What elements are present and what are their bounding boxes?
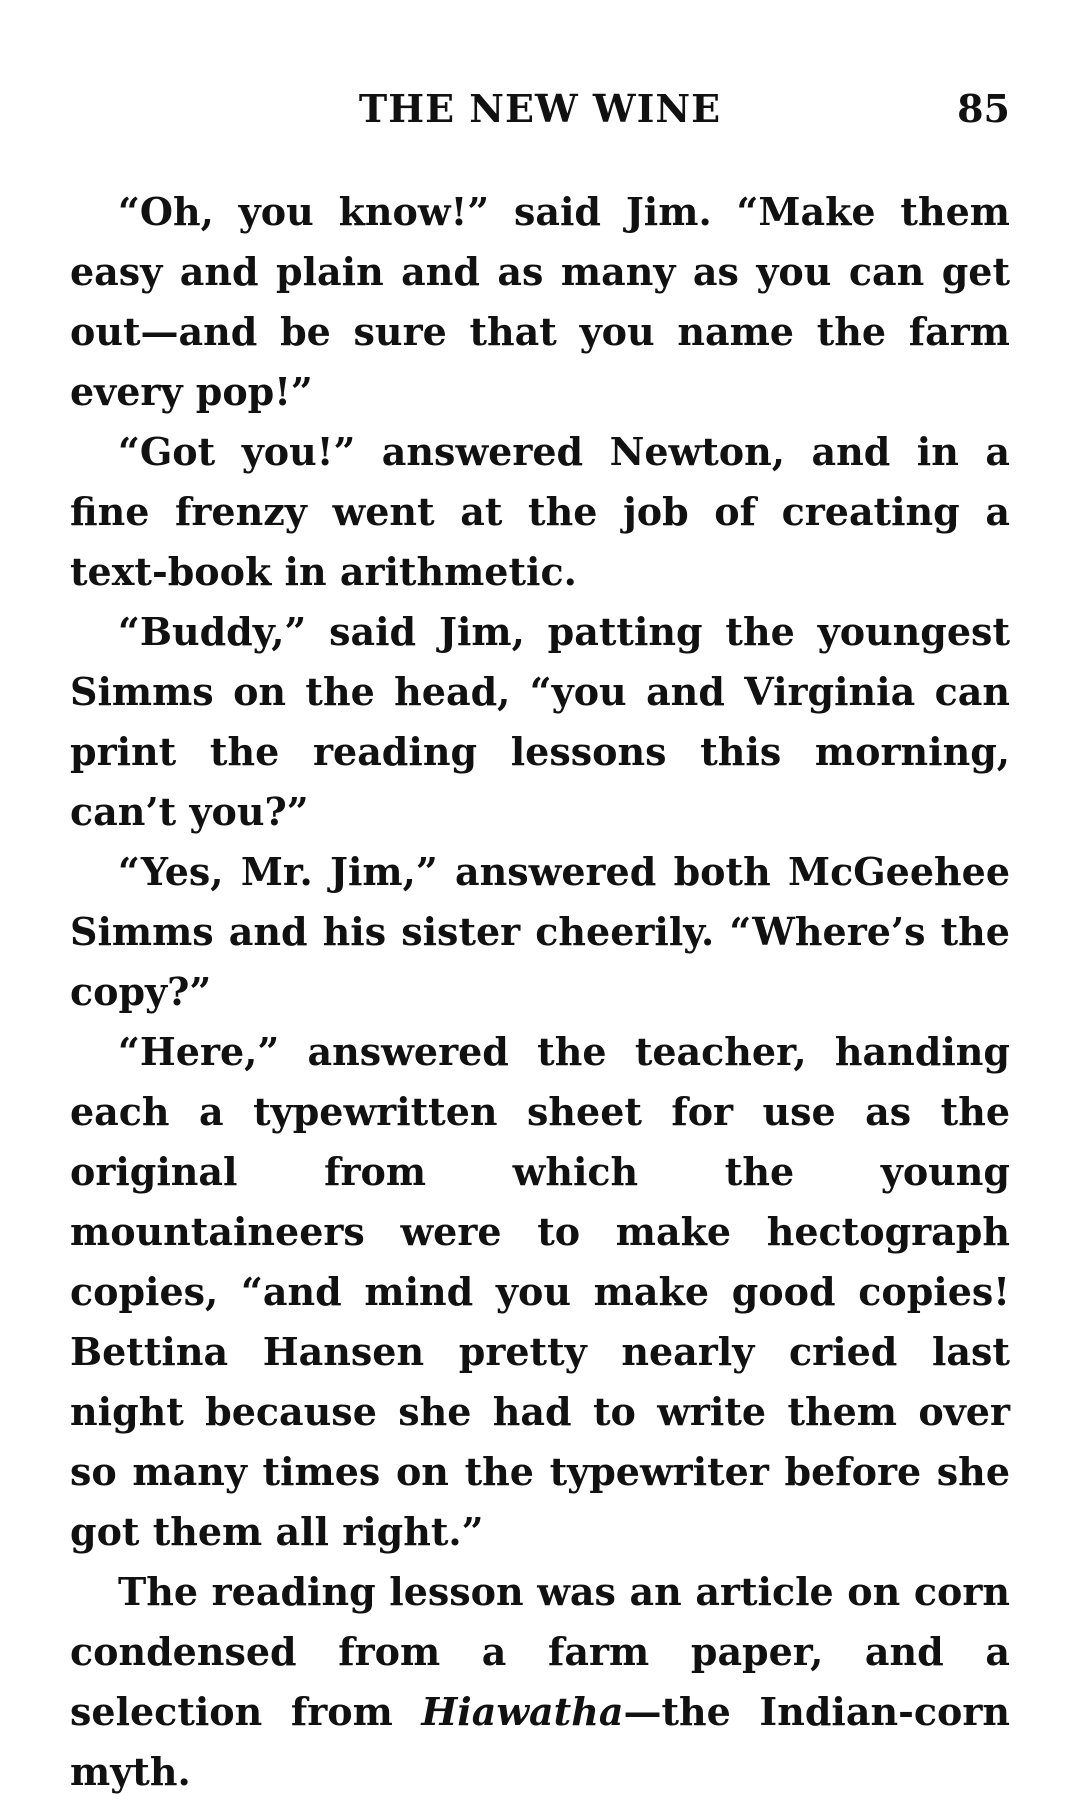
paragraph: “Here,” answered the teacher, handing each a typewritten sheet for use as the original from which the young mountaineers were to make hectograph copies, “and mind you make good copies! Bettina Hansen pretty nearly cried last night because she had to write them over so many times on the typewriter before she got them all right.” [70,1029,1010,1554]
paragraph-text-before: The reading lesson was an article on corn condensed from a farm paper, and a selection from [70,1569,1010,1734]
paragraph: “Oh, you know!” said Jim. “Make them easy and plain and as many as you can get out—and be sure that you name the farm every pop!” [70,189,1010,414]
paragraph-text-after: —the Indian-corn myth. [70,1689,1010,1794]
paragraph: “Got you!” answered Newton, and in a fine frenzy went at the job of creating a text-book in arithmetic. [70,429,1010,594]
paragraph-last [70,1562,1010,1802]
page-number: 85 [957,86,1010,131]
paragraph: “Yes, Mr. Jim,” answered both McGeehee Simms and his sister cheerily. “Where’s the copy?” [70,849,1010,1014]
page-header [70,86,1010,136]
body-text [70,182,1010,1802]
paragraph: “Buddy,” said Jim, patting the youngest Simms on the head, “you and Virginia can print the reading lessons this morning, can’t you?” [70,609,1010,834]
running-title: THE NEW WINE [358,86,722,131]
italic-title: Hiawatha [421,1689,624,1734]
